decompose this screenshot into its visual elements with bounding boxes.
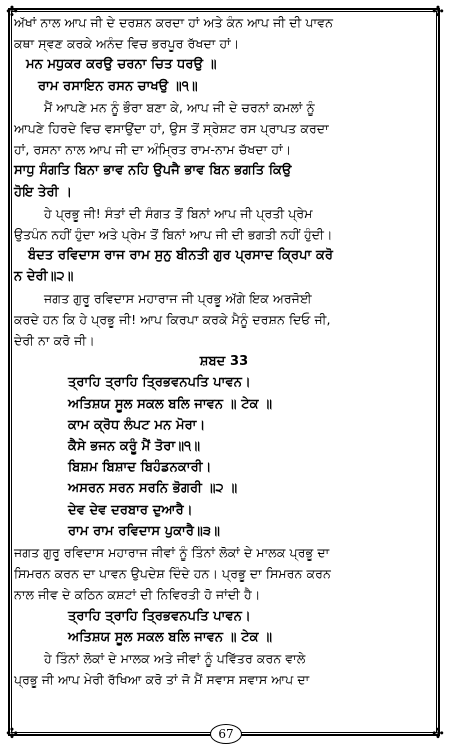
text-line: ਰਾਮ ਰਾਮ ਰਵਿਦਾਸ ਪੁਕਾਰੈ॥੩॥ <box>68 523 220 539</box>
shabad-heading: ਸ਼ਬਦ 33 <box>199 354 249 370</box>
page-body <box>14 14 434 714</box>
corner-ornament-bottom-left: ✣ <box>6 726 18 742</box>
corner-ornament-bottom-right: ✣ <box>432 726 444 742</box>
text-line: ਨਾਲ ਜੀਵ ਦੇ ਕਠਿਨ ਕਸ਼ਟਾਂ ਦੀ ਨਿਵਿਰਤੀ ਹੋ ਜਾਂਦੀ ਹੈ। <box>14 587 261 603</box>
page-number: 67 <box>210 724 242 744</box>
text-line: ਰਾਮ ਰਸਾਇਨ ਰਸਨ ਚਾਖਉ ॥੧॥ <box>38 78 198 94</box>
text-line: ਅਤਿਸ਼ਯ ਸੂਲ ਸਕਲ ਬਲਿ ਜਾਵਨ ॥ ਟੇਕ ॥ <box>68 396 273 412</box>
text-line: ਮਨ ਮਧੁਕਰ ਕਰਉ ਚਰਨਾ ਚਿਤ ਧਰਉ ॥ <box>26 57 217 73</box>
text-line: ਹੇ ਪ੍ਰਭੂ ਜੀ! ਸੰਤਾਂ ਦੀ ਸੰਗਤ ਤੋਂ ਬਿਨਾਂ ਆਪ ਜੀ ਪ੍ਰਤੀ ਪ੍ਰੇਮ <box>44 205 313 221</box>
text-line: ਹੇ ਤਿੰਨਾਂ ਲੋਕਾਂ ਦੇ ਮਾਲਕ ਅਤੇ ਜੀਵਾਂ ਨੂੰ ਪਵਿੱਤਰ ਕਰਨ ਵਾਲੇ <box>44 651 306 666</box>
text-line: ਕੈਸੇ ਭਜਨ ਕਰੂੰ ਮੈਂ ਤੋਰਾ॥੧॥ <box>68 439 201 454</box>
text-line: ਉਤਪੰਨ ਨਹੀਂ ਹੁੰਦਾ ਅਤੇ ਪ੍ਰੇਮ ਤੋਂ ਬਿਨਾਂ ਆਪ ਜੀ ਦੀ ਭਗਤੀ ਨਹੀਂ ਹੁੰਦੀ। <box>14 227 333 242</box>
text-line: ਦੇਵ ਦੇਵ ਦਰਬਾਰ ਦੁਆਰੈ। <box>68 502 193 518</box>
text-line: ਤ੍ਰਾਹਿ ਤ੍ਰਾਹਿ ਤ੍ਰਿਭਵਨਪਤਿ ਪਾਵਨ। <box>68 375 251 391</box>
text-line: ਹਾਂ, ਰਸਨਾ ਨਾਲ ਆਪ ਜੀ ਦਾ ਅੰਮ੍ਰਿਤ ਰਾਮ-ਨਾਮ ਚੱਖਦਾ ਹਾਂ। <box>14 142 292 158</box>
corner-ornament-top-left: ✣ <box>6 4 18 20</box>
text-line: ਅਤਿਸ਼ਯ ਸੂਲ ਸਕਲ ਬਲਿ ਜਾਵਨ ॥ ਟੇਕ ॥ <box>68 629 273 645</box>
text-line: ਦੇਰੀ ਨਾ ਕਰੋ ਜੀ। <box>14 333 95 348</box>
text-line: ਕਾਮ ਕ੍ਰੋਧ ਲੰਪਟ ਮਨ ਮੋਰਾ। <box>68 417 206 433</box>
text-line: ਪ੍ਰਭੂ ਜੀ ਆਪ ਮੇਰੀ ਰੱਖਿਆ ਕਰੋ ਤਾਂ ਜੋ ਮੈਂ ਸਵਾਸ ਸਵਾਸ ਆਪ ਦਾ <box>14 672 310 688</box>
text-line: ਬੰਦਤ ਰਵਿਦਾਸ ਰਾਜ ਰਾਮ ਸੁਨੁ ਬੀਨਤੀ ਗੁਰ ਪ੍ਰਸਾਦ ਕ੍ਰਿਪਾ ਕਰੋ <box>28 248 334 264</box>
text-line: ਕਥਾ ਸ੍ਵਣ ਕਰਕੇ ਅਨੰਦ ਵਿਚ ਭਰਪੂਰ ਰੱਖਦਾ ਹਾਂ। <box>14 36 240 52</box>
text-line: ਕਰਦੇ ਹਨ ਕਿ ਹੇ ਪ੍ਰਭੂ ਜੀ! ਆਪ ਕਿਰਪਾ ਕਰਕੇ ਮੈਨੂੰ ਦਰਸ਼ਨ ਦਿਓ ਜੀ, <box>14 311 331 327</box>
text-line: ਮੈਂ ਆਪਣੇ ਮਨ ਨੂੰ ਭੌਰਾ ਬਣਾ ਕੇ, ਆਪ ਜੀ ਦੇ ਚਰਨਾਂ ਕਮਲਾਂ ਨੂੰ <box>44 99 315 115</box>
text-line: ਅੱਖਾਂ ਨਾਲ ਆਪ ਜੀ ਦੇ ਦਰਸ਼ਨ ਕਰਦਾ ਹਾਂ ਅਤੇ ਕੰਨ ਆਪ ਜੀ ਦੀ ਪਾਵਨ <box>14 15 334 30</box>
corner-ornament-top-right: ✣ <box>432 4 444 20</box>
text-line: ਜਗਤ ਗੁਰੂ ਰਵਿਦਾਸ ਮਹਾਰਾਜ ਜੀਵਾਂ ਨੂੰ ਤਿੰਨਾਂ ਲੋਕਾਂ ਦੇ ਮਾਲਕ ਪ੍ਰਭੂ ਦਾ <box>14 545 330 560</box>
text-line: ਆਪਣੇ ਹਿਰਦੇ ਵਿਚ ਵਸਾਉਂਦਾ ਹਾਂ, ਉਸ ਤੋਂ ਸ੍ਰੇਸ਼ਟ ਰਸ ਪ੍ਰਾਪਤ ਕਰਦਾ <box>14 121 329 136</box>
text-line: ਬਿਸ਼ਮ ਬਿਸ਼ਾਦ ਬਿਹੰਡਨਕਾਰੀ। <box>68 460 212 476</box>
text-line: ਅਸਰਨ ਸਰਨ ਸਰਨਿ ਭੋਗਰੀ ॥੨ ॥ <box>68 481 238 497</box>
text-line: ਹੋਇ ਤੇਰੀ । <box>14 184 73 200</box>
text-line: ਸਾਧੁ ਸੰਗਤਿ ਬਿਨਾ ਭਾਵ ਨਹਿ ਉਪਜੈ ਭਾਵ ਬਿਨ ਭਗਤਿ ਕਿਉ <box>14 163 292 179</box>
text-line: ਜਗਤ ਗੁਰੂ ਰਵਿਦਾਸ ਮਹਾਰਾਜ ਜੀ ਪ੍ਰਭੂ ਅੱਗੇ ਇਕ ਅਰਜੋਈ <box>44 290 312 306</box>
text-line: ਨ ਦੇਰੀ॥੨॥ <box>14 269 74 285</box>
text-line: ਤ੍ਰਾਹਿ ਤ੍ਰਾਹਿ ਤ੍ਰਿਭਵਨਪਤਿ ਪਾਵਨ। <box>68 608 251 624</box>
text-line: ਸਿਮਰਨ ਕਰਨ ਦਾ ਪਾਵਨ ਉਪਦੇਸ਼ ਦਿੰਦੇ ਹਨ। ਪ੍ਰਭੂ ਦਾ ਸਿਮਰਨ ਕਰਨ <box>14 566 331 582</box>
